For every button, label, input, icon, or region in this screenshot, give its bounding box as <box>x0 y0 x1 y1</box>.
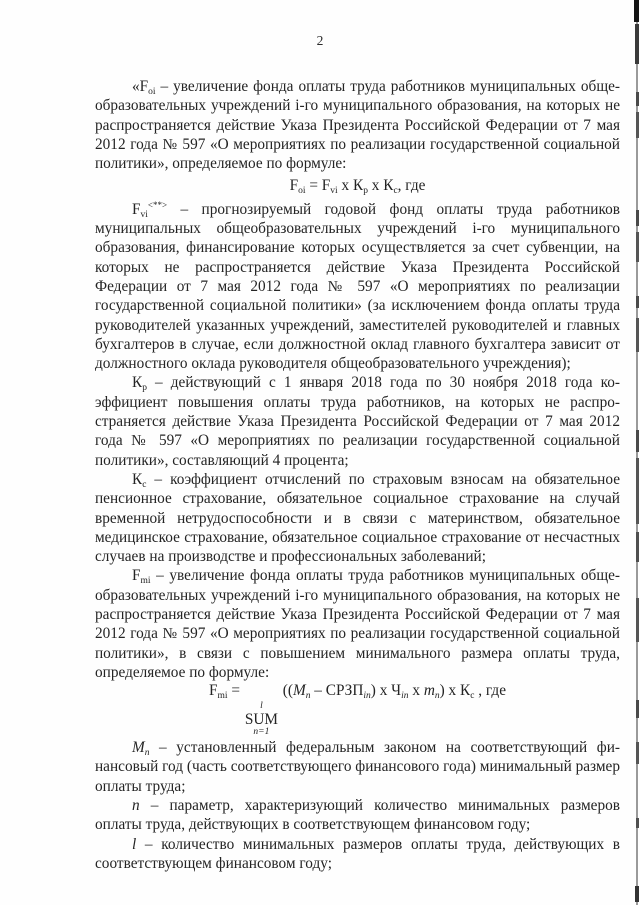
formula: $F_{mi}$ = l SUM n=1 (($M_n$ – $СРЗП_{in}$) х $Ч_{in}$ х $m_n$) х $К_с$ , где <box>208 682 506 738</box>
edge-dash <box>636 112 639 138</box>
paragraph: l – количество минимальных размеров оплаты труда, действующих в соответствующем финансовом году; <box>95 835 620 872</box>
document-body <box>95 77 620 873</box>
paragraph: «$F_{oi}$ – увеличение фонда оплаты труда работников муниципальных общеобразовательных учреждений i-го муниципального образования, на которых не распространяется действие Указа Президента Российской Федерации от 7 мая 2012 года № 597 «О мероприятиях по реализации государственной социальной политики», определяемое по формуле: <box>95 78 620 173</box>
paragraph: n – параметр, характеризующий количество минимальных размеров оплаты труда, действующих в соответствующем финансовом году; <box>95 797 620 834</box>
scan-edge-artifact <box>633 0 640 905</box>
edge-dash <box>636 598 639 642</box>
edge-dash <box>634 0 639 22</box>
edge-dash <box>636 458 639 524</box>
edge-dash <box>636 92 639 106</box>
edge-dash <box>636 742 639 764</box>
paragraph: $К_р$ – действующий с 1 января 2018 года по 30 ноября 2018 года коэффициент повышения оплаты труда работников, на которых не распространяется действие Указа Президента Российской Федерации от 7 мая 2012 года № 597 «О мероприятиях по реализации государственной социальной политики», составляющий 4 процента; <box>95 374 620 469</box>
page-number: 2 <box>316 33 324 48</box>
edge-dash <box>636 700 639 718</box>
edge-dash <box>636 818 639 828</box>
paragraph: $F_{vi}^{<**>}$ – прогнозируемый годовой фонд оплаты труда работников муниципальных общеобразовательных учреждений i-го муниципального образования, финансирование которых осуществляется за счет субвенции, на которых не распространяется действие Указа Президента Российской Федерации от 7 мая 2012 года № 597 «О мероприятиях по реализации государственной социальной политики» (за исключением фонда оплаты труда руководителей указанных учреждений, заместителей руководителей и главных бухгалтеров в случае, если должностной оклад главного бухгалтера зависит от должностного оклада руководителя общеобразовательного учреждения); <box>95 199 620 373</box>
edge-dash <box>635 24 639 64</box>
edge-dash <box>636 210 639 226</box>
paragraph: $M_n$ – установленный федеральным законом на соответствующий финансовый год (часть соответствующего финансового года) минимальный размер оплаты труда; <box>95 739 620 795</box>
edge-dash <box>636 532 639 562</box>
edge-dash <box>636 296 639 308</box>
sum-operator: l SUM n=1 <box>244 701 278 738</box>
edge-dash <box>636 232 639 262</box>
paragraph: $F_{mi}$ – увеличение фонда оплаты труда работников муниципальных общеобразовательных учреждений i-го муниципального образования, на которых не распространяется действие Указа Президента Российской Федерации от 7 мая 2012 года № 597 «О мероприятиях по реализации государственной социальной политики», в связи с повышением минимального размера оплаты труда, определяемое по формуле: <box>95 567 620 681</box>
edge-dash <box>636 318 639 352</box>
edge-dash <box>635 886 639 902</box>
edge-dash <box>636 430 639 452</box>
formula: $F_{oi} = F_{vi}$ х $К_р$ х $К_с$, где <box>289 177 426 197</box>
paragraph: $К_с$ – коэффициент отчислений по страховым взносам на обязательное пенсионное страхование, обязательное социальное страхование на случай временной нетрудоспособности и в связи с материнством, обязательное медицинское страхование, обязательное социальное страхование от несчастных случаев на производстве и профессиональных заболеваний; <box>95 470 620 566</box>
